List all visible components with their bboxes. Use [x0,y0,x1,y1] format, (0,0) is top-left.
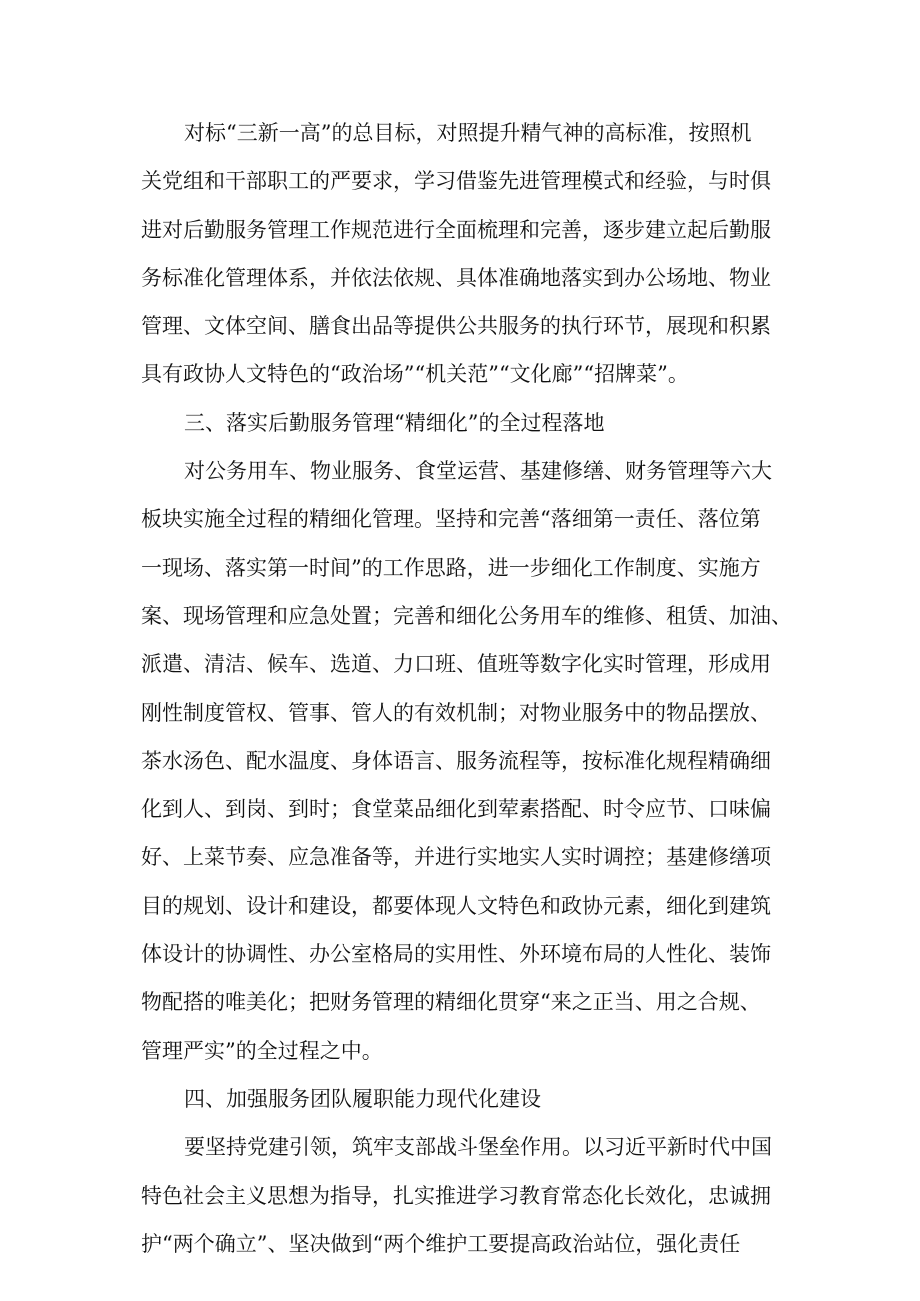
text-line: 案、现场管理和应急处置；完善和细化公务用车的维修、租赁、加油、 [141,603,792,628]
text-line: 一现场、落实第一时间”的工作思路，进一步细化工作制度、实施方 [141,555,761,580]
text-line: 对标“三新一高”的总目标，对照提升精气神的高标准，按照机 [184,121,752,145]
text-line: 具有政协人文特色的“政治场”“机关范”“文化廊”“招牌菜”。 [141,362,689,387]
text-line: 对公务用车、物业服务、食堂运营、基建修缮、财务管理等六大 [184,459,772,484]
text-line: 管理、文体空间、膳食出品等提供公共服务的执行环节，展现和积累 [141,314,771,339]
section-heading: 三、落实后勤服务管理“精细化”的全过程落地 [184,410,605,435]
text-line: 务标准化管理体系，并依法依规、具体准确地落实到办公场地、物业 [141,265,771,290]
text-line: 派遣、清洁、候车、选道、力口班、值班等数字化实时管理，形成用 [141,652,771,677]
text-line: 要坚持党建引领，筑牢支部战斗堡垒作用。以习近平新时代中国 [184,1135,772,1160]
text-line: 管理严实”的全过程之中。 [141,1038,383,1063]
section-heading: 四、加强服务团队履职能力现代化建设 [184,1086,541,1111]
text-line: 茶水汤色、配水温度、身体语言、服务流程等，按标准化规程精确细 [141,748,771,773]
text-line: 物配搭的唯美化；把财务管理的精细化贯穿“来之正当、用之合规、 [141,990,761,1015]
text-line: 板块实施全过程的精细化管理。坚持和完善“落细第一责任、落位第 [141,507,761,532]
text-line: 特色社会主义思想为指导，扎实推进学习教育常态化长效化，忠诚拥 [141,1183,771,1208]
text-line: 目的规划、设计和建设，都要体现人文特色和政协元素，细化到建筑 [141,893,771,918]
text-line: 化到人、到岗、到时；食堂菜品细化到荤素搭配、时令应节、口味偏 [141,797,771,822]
text-line: 好、上菜节奏、应急准备等，并进行实地实人实时调控；基建修缮项 [141,845,771,870]
text-line: 护“两个确立”、坚决做到“两个维护工要提高政治站位，强化责任 [141,1231,741,1256]
text-line: 体设计的协调性、办公室格局的实用性、外环境布局的人性化、装饰 [141,942,771,967]
body-text [141,109,801,1268]
text-line: 进对后勤服务管理工作规范进行全面梳理和完善，逐步建立起后勤服 [141,217,771,242]
text-line: 关党组和干部职工的严要求，学习借鉴先进管理模式和经验，与时俱 [141,169,771,194]
text-line: 刚性制度管权、管事、管人的有效机制；对物业服务中的物品摆放、 [141,700,771,725]
